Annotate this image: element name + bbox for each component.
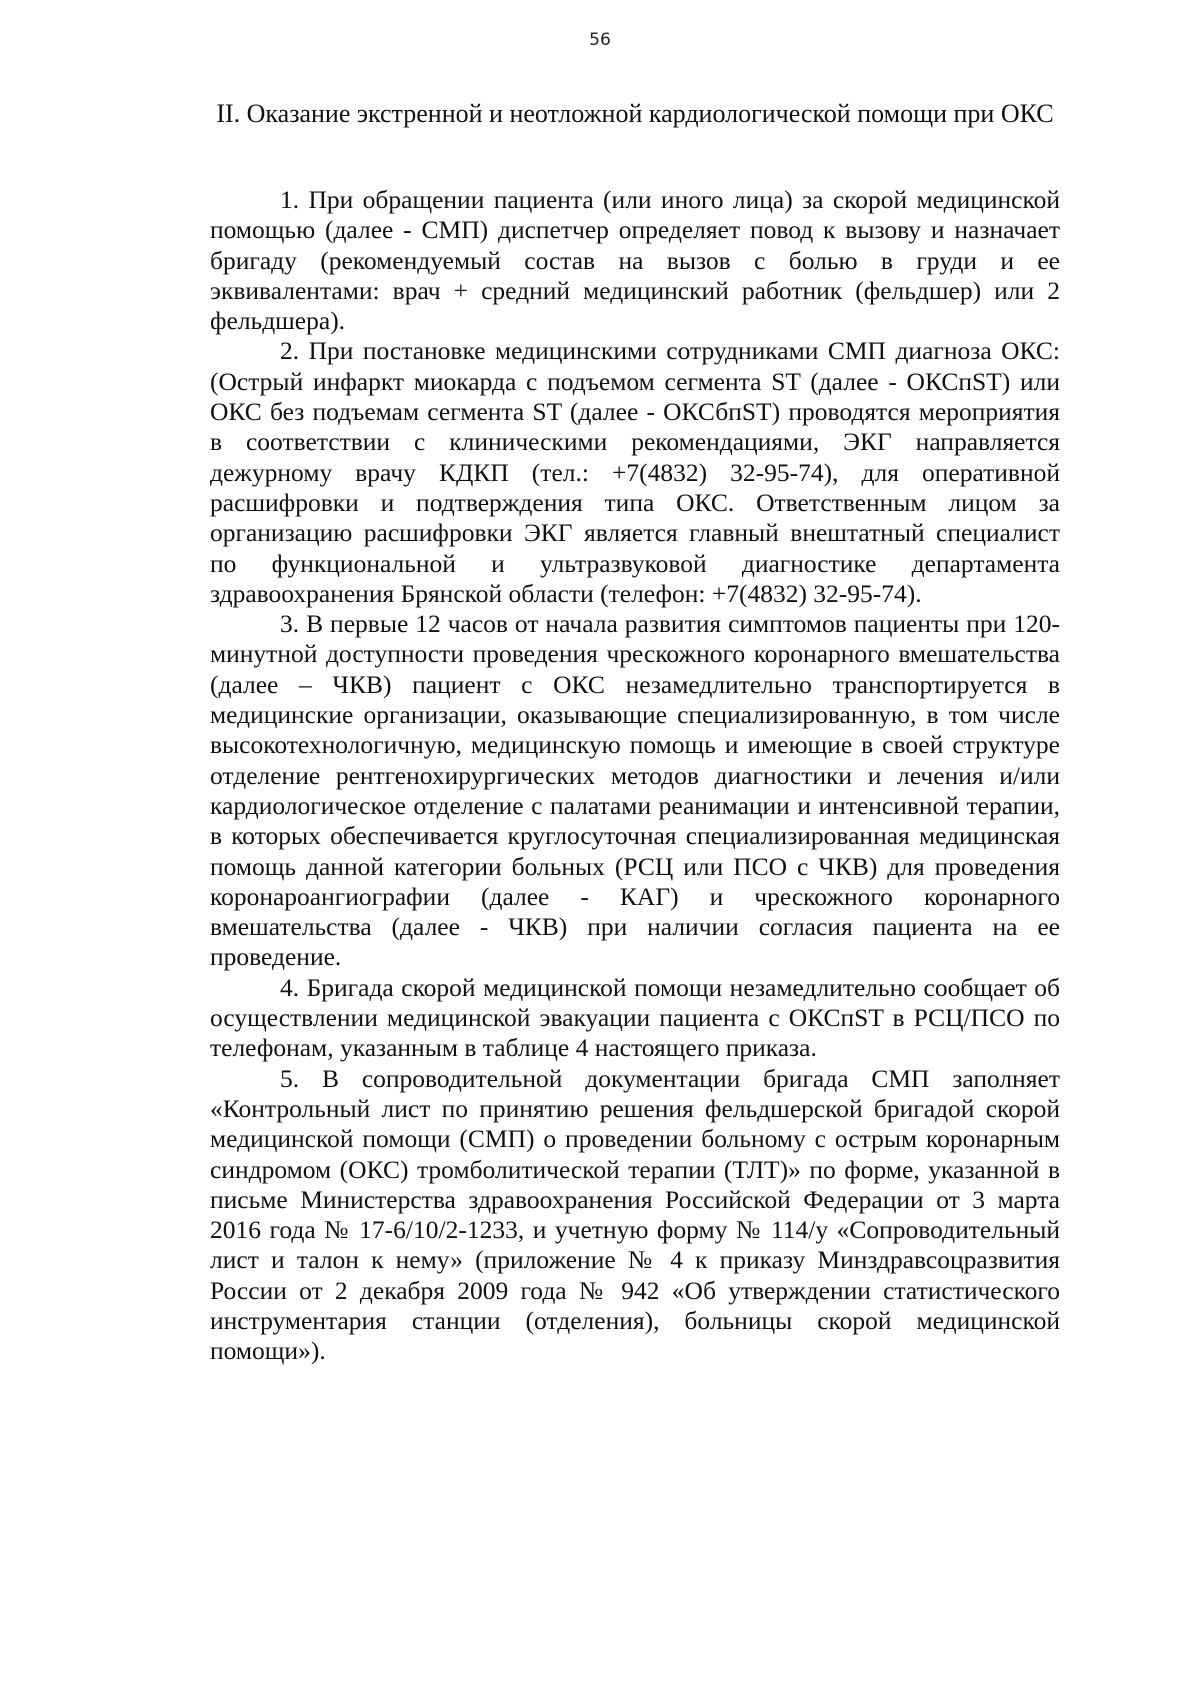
paragraph-3: 3. В первые 12 часов от начала развития симптомов пациенты при 120-минутной доступности проведения чрескожного коронарного вмешательства (далее – ЧКВ) пациент с ОКС незамедлительно транспортируется в медицинские организации, оказывающие специализированную, в том числе высокотехнологичную, медицинскую помощь и имеющие в своей структуре отделение рентгенохирургических методов диагностики и лечения и/или кардиологическое отделение с палатами реанимации и интенсивной терапии, в которых обеспечивается круглосуточная специализированная медицинская помощь данной категории больных (РСЦ или ПСО с ЧКВ) для проведения коронароангиографии (далее - КАГ) и чрескожного коронарного вмешательства (далее - ЧКВ) при наличии согласия пациента на ее проведение. <box>210 609 1060 972</box>
paragraph-4: 4. Бригада скорой медицинской помощи незамедлительно сообщает об осуществлении медицинской эвакуации пациента с ОКСпST в РСЦ/ПСО по телефонам, указанным в таблице 4 настоящего приказа. <box>210 972 1060 1063</box>
paragraph-5: 5. В сопроводительной документации бригада СМП заполняет «Контрольный лист по принятию решения фельдшерской бригадой скорой медицинской помощи (СМП) о проведении больному с острым коронарным синдромом (ОКС) тромболитической терапии (ТЛТ)» по форме, указанной в письме Министерства здравоохранения Российской Федерации от 3 марта 2016 года № 17-6/10/2-1233, и учетную форму № 114/у «Сопроводительный лист и талон к нему» (приложение № 4 к приказу Минздравсоцразвития России от 2 декабря 2009 года № 942 «Об утверждении статистического инструментария станции (отделения), больницы скорой медицинской помощи»). <box>210 1063 1060 1366</box>
paragraph-1: 1. При обращении пациента (или иного лица) за скорой медицинской помощью (далее - СМП) диспетчер определяет повод к вызову и назначает бригаду (рекомендуемый состав на вызов с болью в груди и ее эквивалентами: врач + средний медицинский работник (фельдшер) или 2 фельдшера). <box>210 185 1060 336</box>
paragraph-2: 2. При постановке медицинскими сотрудниками СМП диагноза ОКС: (Острый инфаркт миокарда с подъемом сегмента ST (далее - ОКСпST) или ОКС без подъемам сегмента ST (далее - ОКСбпST) проводятся мероприятия в соответствии с клиническими рекомендациями, ЭКГ направляется дежурному врачу КДКП (тел.: +7(4832) 32-95-74), для оперативной расшифровки и подтверждения типа ОКС. Ответственным лицом за организацию расшифровки ЭКГ является главный внештатный специалист по функциональной и ультразвуковой диагностике департамента здравоохранения Брянской области (телефон: +7(4832) 32-95-74). <box>210 336 1060 608</box>
page-number: 56 <box>589 30 611 50</box>
document-body <box>210 185 1060 1367</box>
section-heading: II. Оказание экстренной и неотложной кардиологической помощи при ОКС <box>216 99 1054 128</box>
